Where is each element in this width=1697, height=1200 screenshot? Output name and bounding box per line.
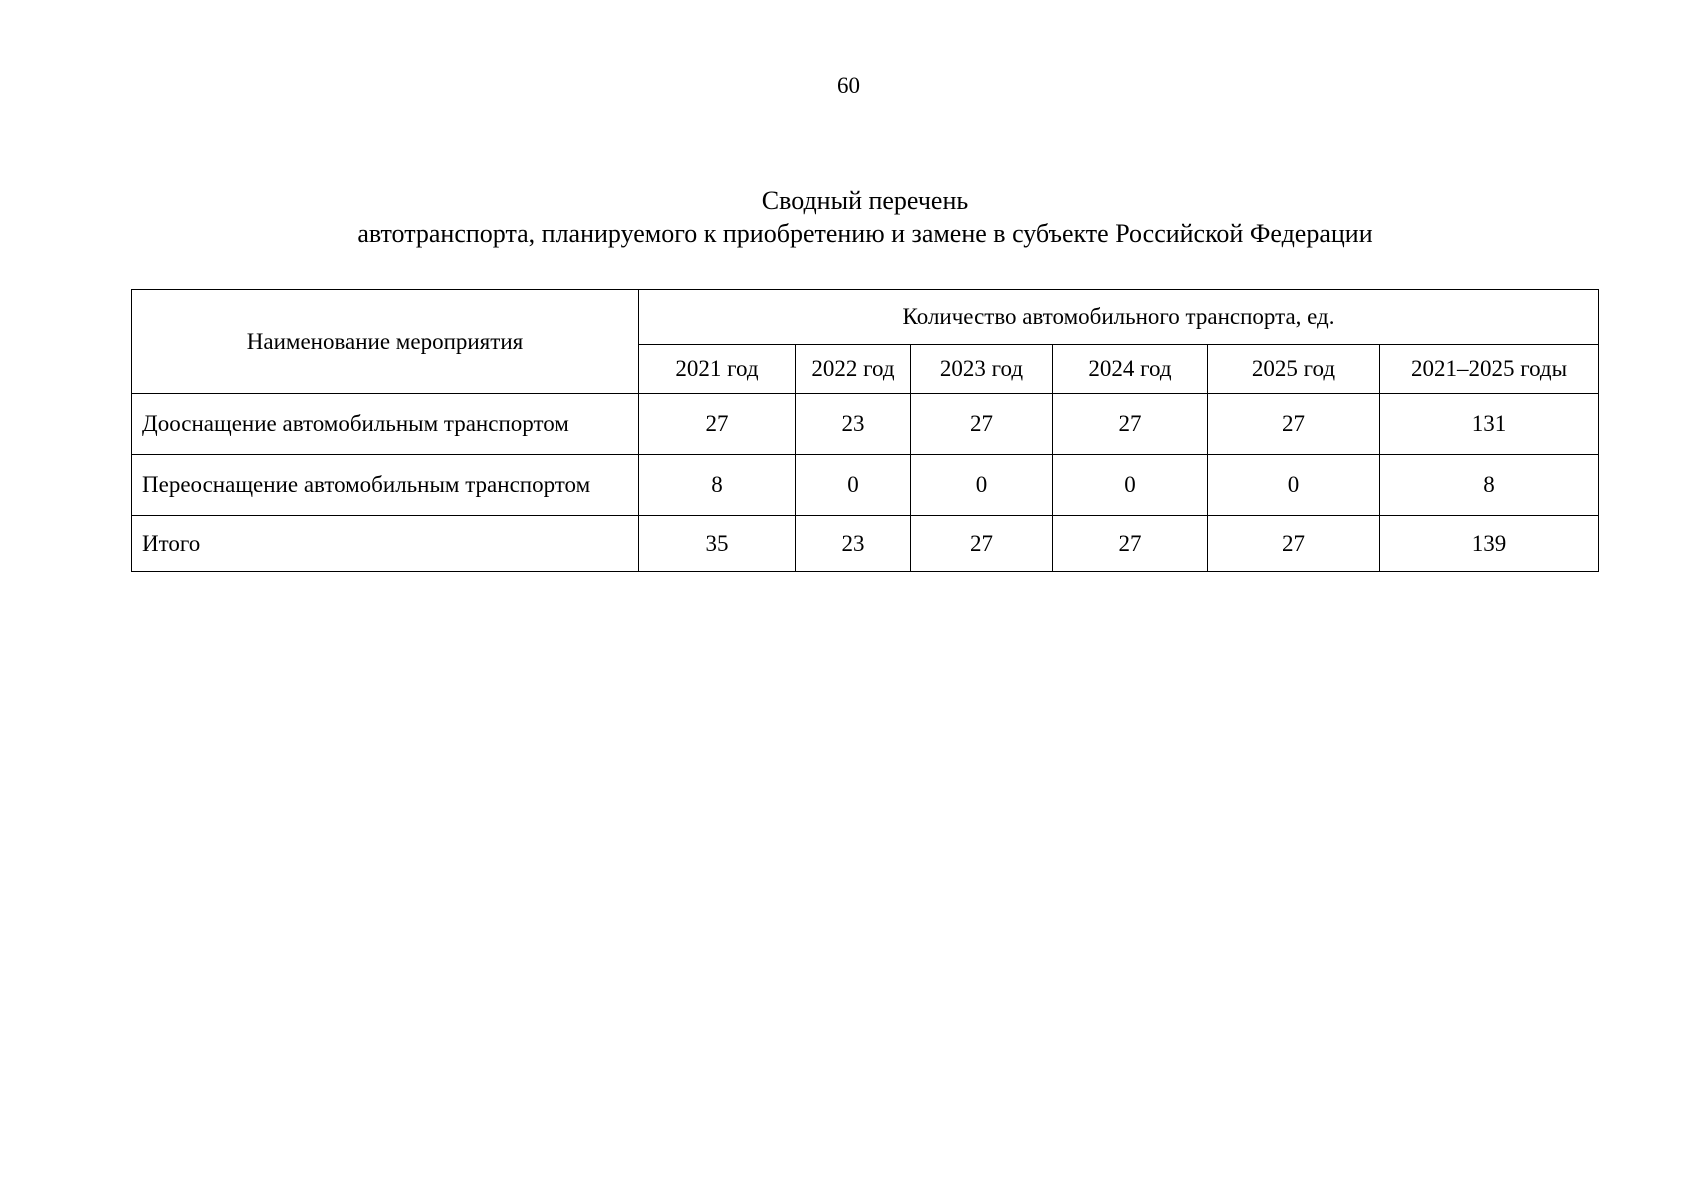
cell-value: 27 — [1208, 394, 1380, 455]
cell-value: 0 — [911, 455, 1053, 516]
row-label: Переоснащение автомобильным транспортом — [132, 455, 639, 516]
cell-value: 8 — [1380, 455, 1599, 516]
table-row — [132, 455, 1599, 516]
table-row — [132, 394, 1599, 455]
cell-value: 23 — [796, 516, 911, 572]
title-line-1: Сводный перечень — [761, 186, 969, 215]
cell-value: 27 — [1053, 394, 1208, 455]
cell-value: 139 — [1380, 516, 1599, 572]
header-year-2022: 2022 год — [796, 345, 911, 394]
header-row-1 — [132, 290, 1599, 345]
document-title — [0, 184, 1697, 250]
row-label: Дооснащение автомобильным транспортом — [132, 394, 639, 455]
cell-value: 27 — [1053, 516, 1208, 572]
cell-value: 8 — [639, 455, 796, 516]
header-year-2021: 2021 год — [639, 345, 796, 394]
cell-value: 0 — [1053, 455, 1208, 516]
cell-value: 131 — [1380, 394, 1599, 455]
cell-value: 27 — [911, 394, 1053, 455]
cell-value: 27 — [911, 516, 1053, 572]
cell-value: 0 — [1208, 455, 1380, 516]
vehicles-summary-table — [131, 289, 1599, 572]
title-line-2: автотранспорта, планируемого к приобретению и замене в субъекте Российской Федерации — [357, 219, 1373, 248]
cell-value: 23 — [796, 394, 911, 455]
header-year-2024: 2024 год — [1053, 345, 1208, 394]
cell-value: 27 — [1208, 516, 1380, 572]
cell-value: 35 — [639, 516, 796, 572]
header-activity-name: Наименование мероприятия — [132, 290, 639, 394]
header-year-2023: 2023 год — [911, 345, 1053, 394]
page-number: 60 — [837, 73, 860, 98]
row-label: Итого — [132, 516, 639, 572]
cell-value: 27 — [639, 394, 796, 455]
header-year-2025: 2025 год — [1208, 345, 1380, 394]
header-years-total: 2021–2025 годы — [1380, 345, 1599, 394]
cell-value: 0 — [796, 455, 911, 516]
header-vehicle-count: Количество автомобильного транспорта, ед. — [639, 290, 1599, 345]
table-row-total — [132, 516, 1599, 572]
